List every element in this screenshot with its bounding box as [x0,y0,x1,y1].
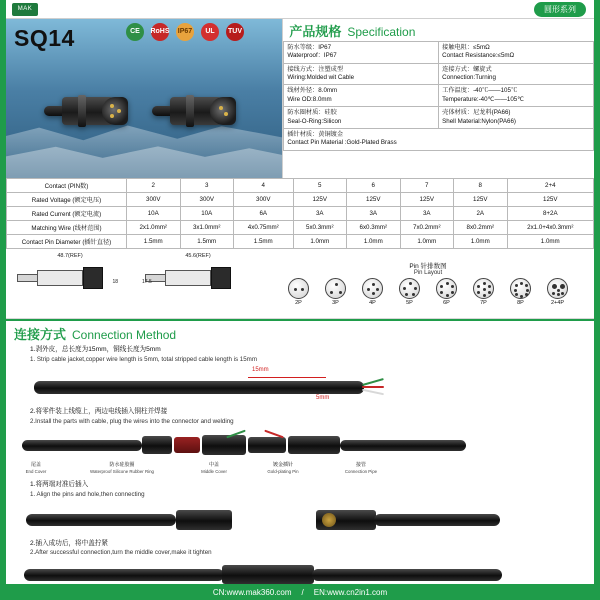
pin-label: 6P [443,300,450,306]
cell: 1.0mm [347,235,401,249]
specification-title [283,19,594,41]
pin-label: 7P [480,300,487,306]
middle-cover-part [202,435,246,455]
cable-assembled-right [312,569,502,581]
pin-diagram-row [262,278,594,306]
cell: 8x0.2mm² [454,221,508,235]
cable-illustration [34,381,364,394]
table-row [284,42,594,64]
table-row [284,85,594,107]
connector-face [210,97,236,125]
pin-dot [110,114,114,118]
cell: 3A [347,207,401,221]
spec-cn: 接触电阻：≤5mΩ [442,44,490,51]
specification-table [283,41,594,151]
cable-left [22,440,142,451]
callout-line-15mm [248,377,326,378]
cell: 1.0mm [454,235,508,249]
pin-label: 3P [332,300,339,306]
spec-en: Waterproof：IP67 [287,52,337,60]
parameter-table [6,178,594,249]
cell: 3A [293,207,347,221]
spec-en: Wire OD:8.0mm [287,95,332,103]
part-label-silicone-ring [68,462,176,474]
ul-icon: UL [201,23,219,41]
connector-male [152,91,244,131]
cell: 125V [454,193,508,207]
cable-right [340,440,466,451]
drawing-cap [83,267,103,289]
pin-diagram-8p [506,278,536,306]
cert-badge-rohs [149,23,171,42]
step-2 [6,407,594,426]
pin-circle [547,278,568,299]
pin-circle [473,278,494,299]
pin-circle [325,278,346,299]
connection-method-header [6,319,594,345]
certification-row [124,23,246,42]
step-2-en: 2.Install the parts with cable, plug the wires into the connector and welding [30,418,234,426]
cert-badge-ce [124,23,146,42]
pin-label: 5P [406,300,413,306]
end-cover-part [142,436,172,454]
callout-15mm: 15mm [252,367,269,374]
cell: 2A [454,207,508,221]
cell: 300V [234,193,294,207]
spec-cn: 壳体材质：尼龙料(PA66) [442,109,511,117]
spec-en: Shell Material:Nylon(PA66) [442,117,516,125]
drawing-left-art [15,261,125,295]
pin-label: 2+4P [551,300,564,306]
pin-diagram-5p [395,278,425,306]
cell: 2 [127,179,181,193]
connection-title-cn: 连接方式 [14,327,67,342]
drawing-tail [17,274,39,282]
part-en: Middle Cover [201,468,227,474]
table-row [7,221,594,235]
cell: 125V [507,193,593,207]
cell: 2x1.0+4x0.3mm² [507,221,593,235]
spec-en: Contact Resistance:≤5mΩ [442,52,515,60]
row-header: Rated Voltage (额定电压) [7,193,127,207]
row-header: Rated Current (额定电流) [7,207,127,221]
cell: 10A [127,207,181,221]
cell: 3x1.0mm² [180,221,234,235]
cable-assembled-left [24,569,224,581]
spec-title-en: Specification [347,25,416,39]
spec-cn: 工作温度：-40℃——105℃ [442,87,518,95]
connection-pipe-part [288,436,340,454]
page-title: SQ14 [14,25,75,51]
drawing-body [37,270,83,286]
row-header: Matching Wire (线材范围) [7,221,127,235]
cell: 8 [454,179,508,193]
brand-logo: MAK [12,3,38,16]
cell: 3A [400,207,454,221]
cell: 125V [400,193,454,207]
technical-drawing-left [6,249,134,318]
wire-white [362,389,384,396]
drawing-cap [211,267,231,289]
connector-face [102,97,128,125]
rohs-icon: RoHS [151,23,169,41]
dimension-label-left-2: 18 [112,279,118,285]
spec-cell [439,42,594,64]
spec-en: Temperature:-40℃——105℃ [442,95,525,103]
step-3-photo [16,501,584,537]
pin-dot [110,104,114,108]
pin-circle [399,278,420,299]
step-4 [6,537,594,558]
drawing-right-art [143,261,253,295]
cable-left-2 [26,514,176,526]
table-row [284,128,594,150]
table-row [7,235,594,249]
part-en: End Cover [25,468,47,474]
dimension-label-right: 45.6(REF) [185,253,211,259]
table-row [284,63,594,85]
wire-green [362,378,384,386]
gold-face-icon [322,513,336,527]
spec-cell [284,63,439,85]
connector-illustration [44,91,244,131]
pin-diagram-3p [321,278,351,306]
pin-label: 2P [295,300,302,306]
pin-diagram-2plus4p [543,278,573,306]
pin-label: 8P [517,300,524,306]
cell: 7 [400,179,454,193]
pin-diagram-7p [469,278,499,306]
part-cn: 接管 [355,462,366,469]
connector-female [44,91,136,131]
cell: 6x0.3mm² [347,221,401,235]
cert-badge-ip67 [174,23,196,42]
gold-pin-part [248,437,286,453]
spec-cn: 线材外径：8.0mm [287,87,338,95]
cell: 1.0mm [293,235,347,249]
part-label-connection-pipe [324,462,398,474]
step-3-en: 1. Align the pins and hole,then connecting [30,491,145,499]
row-header: Contact Pin Diameter (插针直径) [7,235,127,249]
spec-en: Connection:Turning [442,74,496,82]
technical-drawing-right [134,249,262,318]
part-cn: 防水硅胶圈 [109,462,135,469]
cell: 300V [180,193,234,207]
cable-right-2 [374,514,500,526]
tuv-icon: TUV [226,23,244,41]
cell: 6 [347,179,401,193]
cell: 10A [180,207,234,221]
spec-cn: 接线方式：注塑成型 [287,65,344,73]
pin-layout-title-cn: Pin 针排数图 [409,263,447,270]
pin-layout-section [262,261,594,306]
footer-en-site[interactable]: EN:www.cn2in1.com [313,587,388,597]
right-green-bar [594,0,600,584]
pin-circle [362,278,383,299]
pin-diagram-4p [358,278,388,306]
wire-red [362,386,384,388]
footer-divider: / [301,587,304,597]
specification-panel [282,19,594,178]
cell: 5 [293,179,347,193]
spec-cell [439,63,594,85]
cell: 1.0mm [507,235,593,249]
step-2-cn: 2.将零件装上线缆上，两边电线插入铜柱并焊接 [30,408,168,416]
spec-cn: 防水圈材质：硅胶 [287,109,337,117]
table-row [7,207,594,221]
step-3-cn: 1.将两端对准后插入 [30,481,89,489]
cert-badge-tuv [224,23,246,42]
step-3 [6,478,594,499]
part-label-end-cover [6,462,66,474]
cell: 8+2A [507,207,593,221]
cell: 3 [180,179,234,193]
footer-cn-site[interactable]: CN:www.mak360.com [212,587,292,597]
dimension-label-right-2: 17.5 [142,279,152,285]
step-1-photo [16,365,584,407]
part-cn: 镀金插针 [272,462,293,469]
callout-5mm: 5mm [316,395,330,402]
table-row [7,179,594,193]
cell: 2+4 [507,179,593,193]
pin-diagram-2p [284,278,314,306]
part-en: Connection Pipe [344,468,378,474]
pin-circle [436,278,457,299]
part-label-middle-cover [184,462,244,474]
part-cn: 中盖 [208,462,219,469]
dimension-label-left: 48.7(REF) [57,253,83,259]
pin-circle [510,278,531,299]
cell: 1.5mm [180,235,234,249]
row-header: Contact (PIN数) [7,179,127,193]
ip67-icon: IP67 [176,23,194,41]
cell: 7x0.2mm² [400,221,454,235]
cell: 4x0.75mm² [234,221,294,235]
top-bar [6,0,594,18]
hero-section [6,18,594,178]
part-cn: 尾盖 [30,462,41,469]
cell: 4 [234,179,294,193]
spec-cell [284,107,439,129]
pin-diagram-6p [432,278,462,306]
spec-title-cn: 产品规格 [289,24,342,39]
cell: 125V [347,193,401,207]
silicone-ring-part [174,437,200,453]
series-badge: 圆形系列 [534,2,586,17]
part-labels-row [12,462,588,478]
connector-ring [186,95,194,127]
step-1-en: 1. Strip cable jacket,copper wire length is 5mm, total stripped cable length is 15mm [30,355,257,363]
pin-dot [224,112,228,116]
connector-ring [78,95,86,127]
spec-cn: 插针材质：黄铜镀金 [287,130,344,138]
drawing-body [165,270,211,286]
step-2-photo [16,428,584,462]
cell: 2x1.0mm² [127,221,181,235]
connector-left-body [176,510,232,530]
pin-circle [288,278,309,299]
part-en: Gold-plating Pin [267,468,299,474]
pin-dot [117,109,121,113]
spec-en: Seal-O-Ring:Silicon [287,117,342,125]
table-row [284,107,594,129]
cell: 125V [293,193,347,207]
step-4-cn: 2.插入成功后，将中盖拧紧 [30,539,109,547]
pin-layout-title-en: Pin Layout [413,270,443,276]
table-row [7,193,594,207]
step-1 [6,345,594,364]
part-en: Waterproof Silicone Rubber Ring [89,468,155,474]
spec-cell [439,85,594,107]
cell: 300V [127,193,181,207]
cert-badge-ul [199,23,221,42]
pin-dot [219,106,223,110]
cell: 6A [234,207,294,221]
step-1-cn: 1.剥外皮，总长度为15mm，铜线长度为5mm [30,346,161,353]
ce-icon: CE [126,23,144,41]
part-label-gold-pin [252,462,314,474]
spec-cell [284,42,439,64]
spec-en: Contact Pin Material :Gold-Plated Brass [287,139,397,147]
page-content [6,0,594,584]
spec-cell [284,128,594,150]
cell: 1.5mm [127,235,181,249]
spec-en: Wiring:Molded wit Cable [287,74,355,82]
cell: 5x0.3mm² [293,221,347,235]
assembled-connector [222,565,314,584]
connection-title-en: Connection Method [72,328,177,342]
cell: 1.0mm [400,235,454,249]
product-photo [6,19,282,178]
spec-cell [284,85,439,107]
spec-cell [439,107,594,129]
cell: 1.5mm [234,235,294,249]
pin-label: 4P [369,300,376,306]
drawings-row [6,249,594,319]
spec-cn: 连接方式：螺旋式 [442,65,492,73]
footer [0,584,600,600]
spec-cn: 防水等级：IP67 [287,44,332,51]
step-4-en: 2.After successful connection,turn the middle cover,make it tighten [30,549,212,557]
